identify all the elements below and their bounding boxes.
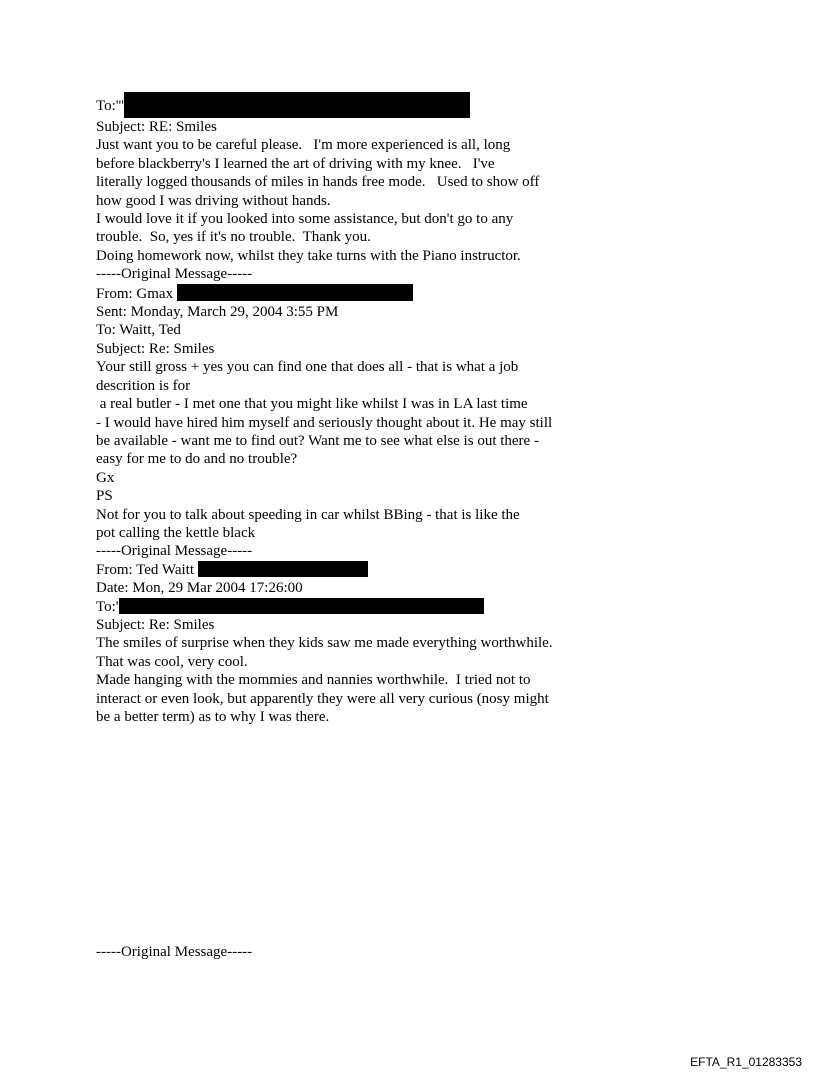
to-line bbox=[96, 92, 596, 118]
body-line: The smiles of surprise when they kids saw me made everything worthwhile. bbox=[96, 635, 553, 652]
body-line: Made hanging with the mommies and nannies worthwhile. I tried not to bbox=[96, 672, 531, 689]
body-line: descrition is for bbox=[96, 377, 191, 394]
body-line: a real butler - I met one that you might like whilst I was in LA last time bbox=[96, 396, 528, 413]
body-line: I would love it if you looked into some assistance, but don't go to any bbox=[96, 211, 514, 228]
body-line: easy for me to do and no trouble? bbox=[96, 451, 298, 468]
from-line bbox=[96, 284, 596, 303]
body-line: before blackberry's I learned the art of driving with my knee. I've bbox=[96, 155, 495, 172]
to-line: To: Waitt, Ted bbox=[96, 322, 181, 339]
redaction-bar bbox=[119, 598, 484, 614]
signature: Gx bbox=[96, 469, 115, 486]
body-line: pot calling the kettle black bbox=[96, 524, 256, 541]
date-line: Date: Mon, 29 Mar 2004 17:26:00 bbox=[96, 580, 303, 597]
redaction-bar bbox=[124, 92, 470, 118]
document-id: EFTA_R1_01283353 bbox=[690, 1055, 802, 1069]
body-line: Doing homework now, whilst they take turns with the Piano instructor. bbox=[96, 247, 521, 264]
body-line: literally logged thousands of miles in hands free mode. Used to show off bbox=[96, 174, 540, 191]
body-line: That was cool, very cool. bbox=[96, 653, 248, 670]
redaction-bar bbox=[177, 284, 413, 301]
body-line: be available - want me to find out? Want me to see what else is out there - bbox=[96, 432, 539, 449]
from-label: From: Gmax bbox=[96, 285, 177, 302]
to-label: To:''' bbox=[96, 98, 124, 114]
body-line: how good I was driving without hands. bbox=[96, 192, 331, 209]
from-label: From: Ted Waitt bbox=[96, 561, 198, 578]
to-line bbox=[96, 598, 596, 616]
from-line bbox=[96, 561, 596, 579]
body-line: be a better term) as to why I was there. bbox=[96, 709, 330, 725]
subject-line: Subject: RE: Smiles bbox=[96, 119, 217, 135]
email-document bbox=[96, 92, 596, 726]
body-line: interact or even look, but apparently they were all very curious (nosy might bbox=[96, 690, 549, 707]
subject-line: Subject: Re: Smiles bbox=[96, 616, 215, 633]
to-label: To:' bbox=[96, 598, 119, 615]
body-line: trouble. So, yes if it's no trouble. Thank you. bbox=[96, 229, 371, 246]
redaction-bar bbox=[198, 561, 368, 577]
body-line: Your still gross + yes you can find one that does all - that is what a job bbox=[96, 359, 519, 376]
original-message-separator: -----Original Message----- bbox=[96, 543, 253, 560]
body-line: - I would have hired him myself and seriously thought about it. He may still bbox=[96, 414, 553, 431]
body-line: Just want you to be careful please. I'm more experienced is all, long bbox=[96, 137, 511, 154]
original-message-separator: -----Original Message----- bbox=[96, 266, 253, 283]
sent-line: Sent: Monday, March 29, 2004 3:55 PM bbox=[96, 304, 339, 321]
trailing-separator: -----Original Message----- bbox=[96, 944, 253, 960]
postscript-label: PS bbox=[96, 488, 113, 505]
body-line: Not for you to talk about speeding in car whilst BBing - that is like the bbox=[96, 506, 520, 523]
subject-line: Subject: Re: Smiles bbox=[96, 340, 215, 357]
